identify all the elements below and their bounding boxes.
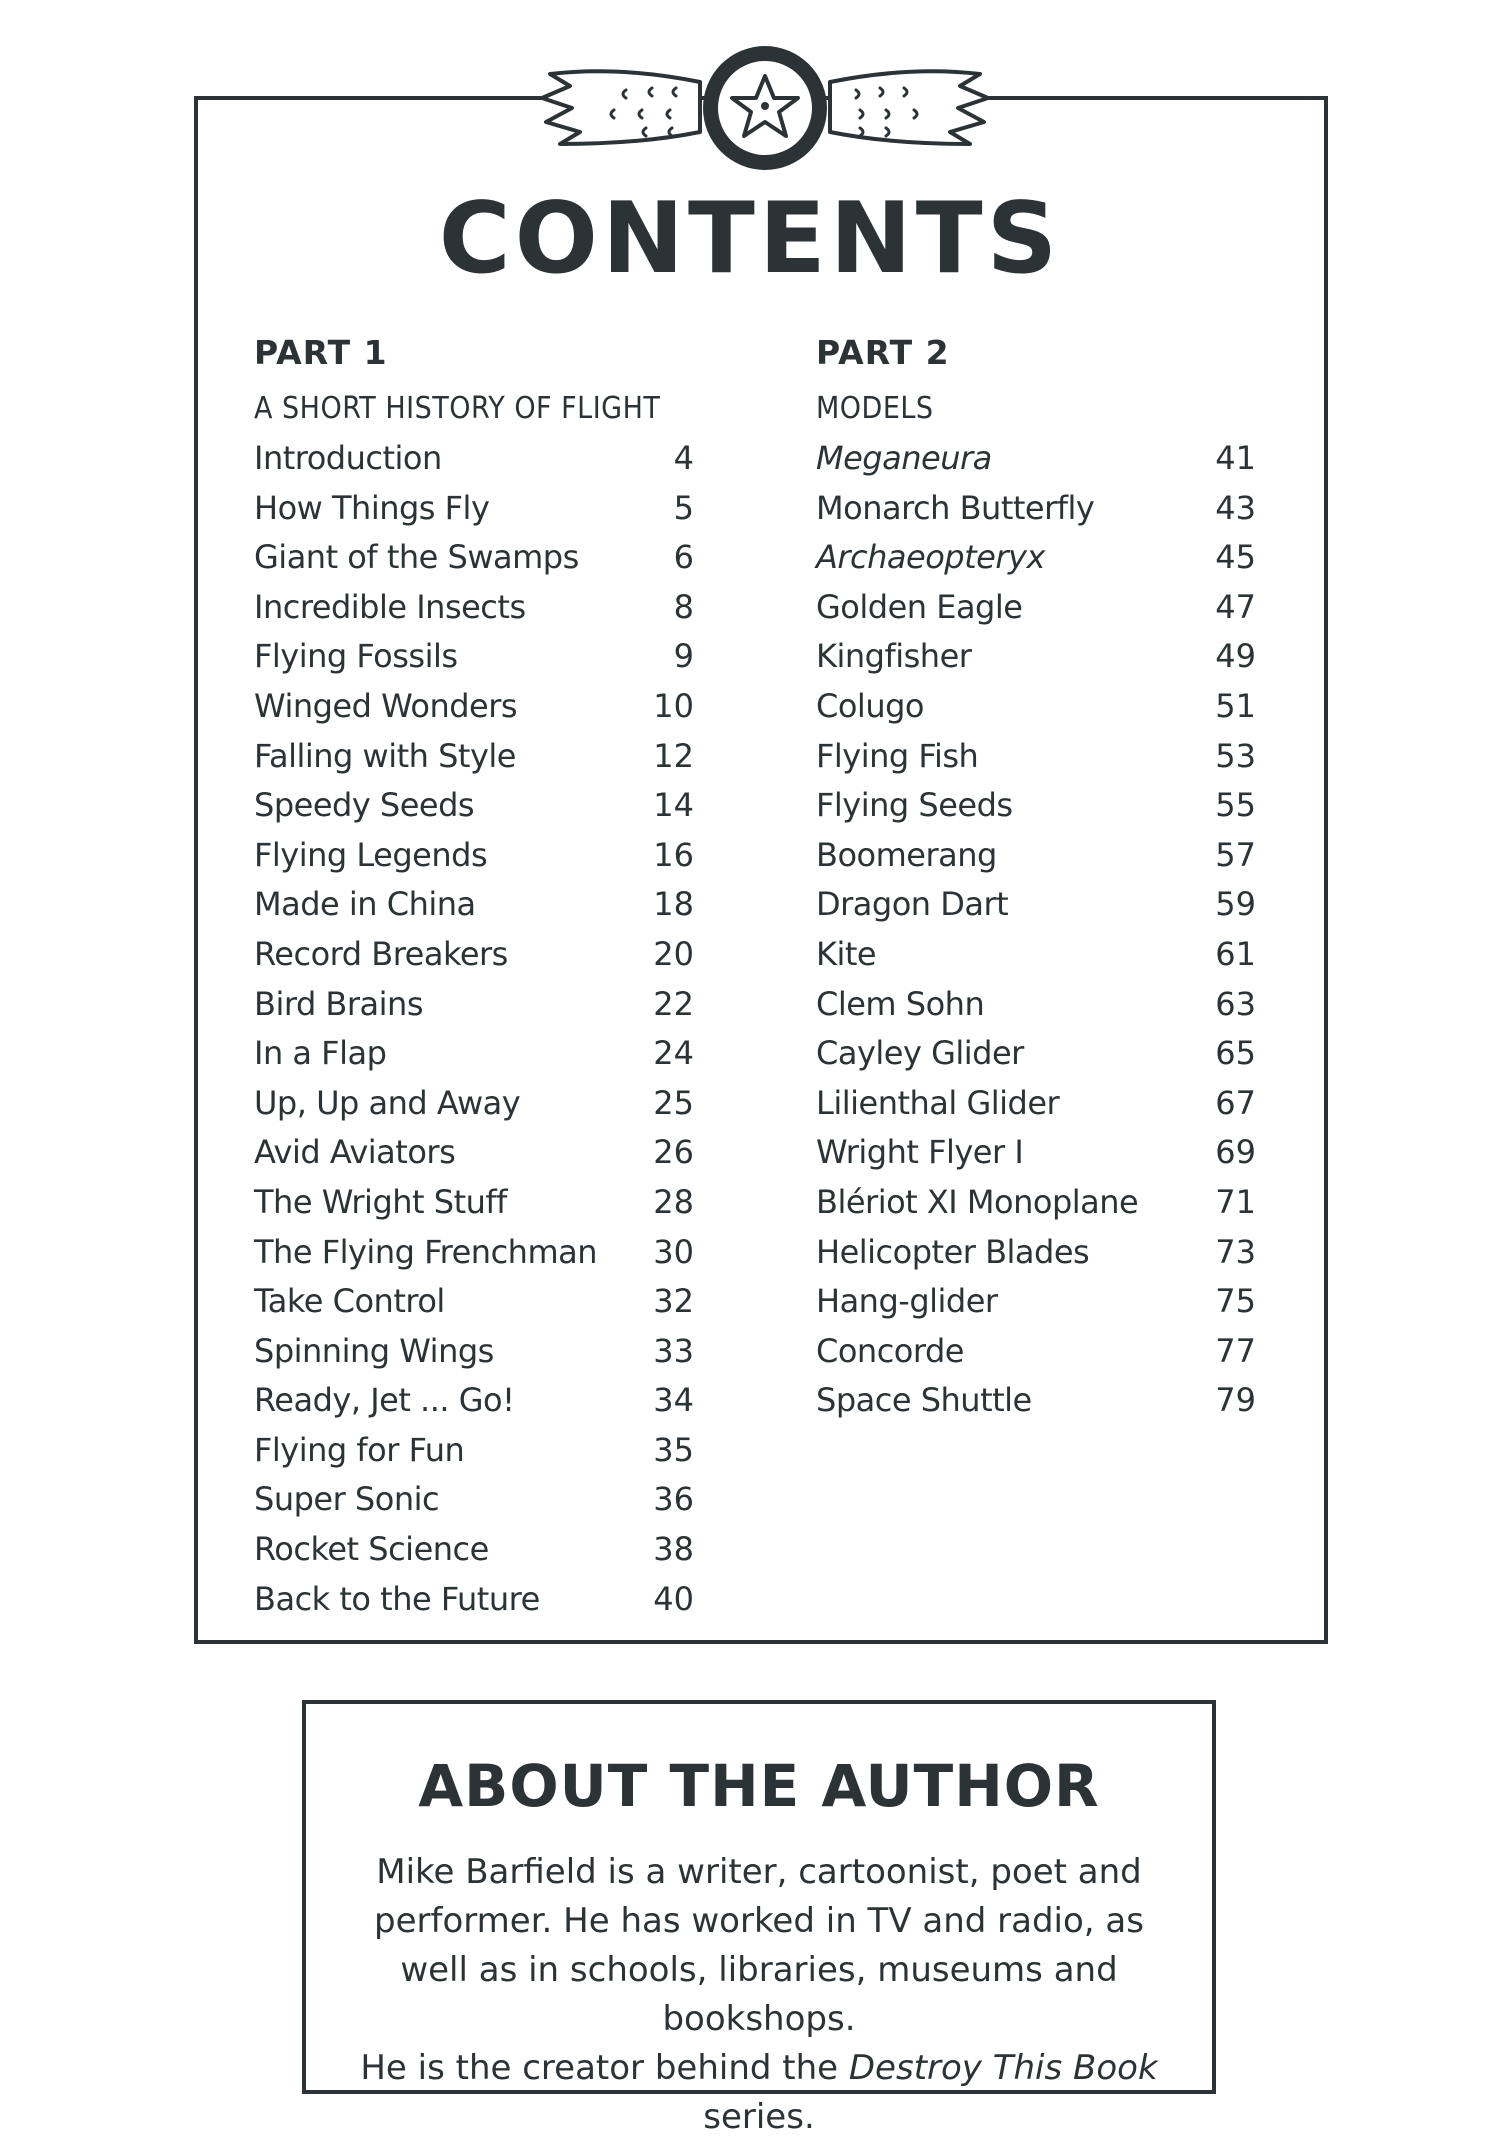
toc-entry-page: 10 <box>653 686 694 725</box>
toc-entry-page: 36 <box>653 1480 694 1519</box>
toc-entry-title: Take Control <box>254 1282 445 1321</box>
toc-entry <box>254 632 694 682</box>
toc-entry-page: 5 <box>673 488 694 527</box>
part-2-heading: PART 2 <box>816 333 950 372</box>
toc-entry <box>816 1128 1256 1178</box>
toc-entry-title: The Flying Frenchman <box>254 1232 598 1271</box>
toc-entry-title: Clem Sohn <box>816 984 985 1023</box>
toc-entry-title: Winged Wonders <box>254 686 518 725</box>
toc-entry-page: 20 <box>653 934 694 973</box>
toc-entry-page: 55 <box>1215 786 1256 825</box>
toc-entry-page: 9 <box>673 637 694 676</box>
toc-entry-page: 8 <box>673 587 694 626</box>
toc-entry-title: Giant of the Swamps <box>254 538 579 577</box>
toc-entry <box>254 1525 694 1575</box>
toc-entry <box>816 1277 1256 1327</box>
toc-entry-title: Kingfisher <box>816 637 972 676</box>
toc-entry-page: 30 <box>653 1232 694 1271</box>
toc-entry-page: 6 <box>673 538 694 577</box>
toc-entry-title: Introduction <box>254 439 442 477</box>
toc-entry <box>816 980 1256 1030</box>
toc-entry-title: Dragon Dart <box>816 885 1009 924</box>
toc-entry-page: 61 <box>1215 934 1256 973</box>
toc-entry-title: Ready, Jet ... Go! <box>254 1381 515 1420</box>
toc-entry-page: 71 <box>1215 1182 1256 1221</box>
toc-entry-page: 57 <box>1215 835 1256 874</box>
part-2-list <box>816 434 1256 1426</box>
toc-entry-title: Blériot XI Monoplane <box>816 1182 1139 1221</box>
toc-entry-page: 49 <box>1215 637 1256 676</box>
book-series-title: Destroy This Book <box>848 2048 1158 2088</box>
about-line <box>302 2044 1216 2142</box>
toc-entry <box>816 1079 1256 1129</box>
toc-entry-page: 65 <box>1215 1034 1256 1073</box>
toc-entry-title: Concorde <box>816 1331 964 1370</box>
toc-entry-title: Golden Eagle <box>816 587 1023 626</box>
toc-entry <box>816 1228 1256 1278</box>
toc-entry-title: Speedy Seeds <box>254 786 475 825</box>
about-line: Mike Barfield is a writer, cartoonist, poet and <box>376 1852 1142 1892</box>
toc-entry-page: 59 <box>1215 885 1256 924</box>
toc-entry-page: 28 <box>653 1182 694 1221</box>
toc-entry-title: Helicopter Blades <box>816 1232 1090 1271</box>
toc-entry <box>254 1178 694 1228</box>
toc-entry <box>254 1376 694 1426</box>
toc-entry-page: 79 <box>1215 1381 1256 1420</box>
toc-entry-page: 69 <box>1215 1133 1256 1172</box>
toc-entry <box>254 831 694 881</box>
toc-entry-title: Archaeopteryx <box>816 538 1045 577</box>
toc-entry <box>254 1575 694 1625</box>
toc-entry <box>254 1029 694 1079</box>
toc-entry-page: 14 <box>653 786 694 825</box>
toc-entry-page: 32 <box>653 1282 694 1321</box>
toc-entry-page: 18 <box>653 885 694 924</box>
toc-entry-page: 67 <box>1215 1083 1256 1122</box>
toc-entry-page: 77 <box>1215 1331 1256 1370</box>
toc-entry-page: 75 <box>1215 1282 1256 1321</box>
toc-entry-page: 33 <box>653 1331 694 1370</box>
toc-entry <box>816 533 1256 583</box>
toc-entry-title: Wright Flyer I <box>816 1133 1024 1172</box>
about-text: series. <box>703 2097 815 2137</box>
toc-entry-title: Bird Brains <box>254 984 423 1023</box>
toc-entry-page: 26 <box>653 1133 694 1172</box>
toc-entry <box>254 1079 694 1129</box>
toc-entry <box>254 1475 694 1525</box>
toc-entry-title: Flying Fish <box>816 736 979 775</box>
toc-entry-page: 73 <box>1215 1232 1256 1271</box>
toc-entry <box>816 1029 1256 1079</box>
toc-entry-title: Incredible Insects <box>254 587 526 626</box>
contents-title: CONTENTS <box>438 182 1062 296</box>
toc-entry-page: 34 <box>653 1381 694 1420</box>
toc-entry-title: Record Breakers <box>254 934 508 973</box>
toc-entry-title: Flying Legends <box>254 835 488 874</box>
toc-entry-title: Boomerang <box>816 835 997 874</box>
toc-entry-page: 35 <box>653 1430 694 1469</box>
toc-entry-title: The Wright Stuff <box>254 1182 507 1221</box>
toc-entry-page: 63 <box>1215 984 1256 1023</box>
toc-entry <box>254 1228 694 1278</box>
toc-entry <box>816 930 1256 980</box>
toc-entry-page: 53 <box>1215 736 1256 775</box>
toc-entry <box>816 1327 1256 1377</box>
toc-entry <box>254 930 694 980</box>
part-1-list <box>254 434 694 1624</box>
toc-entry-title: Falling with Style <box>254 736 516 775</box>
toc-entry-title: Flying for Fun <box>254 1430 465 1469</box>
toc-entry-title: In a Flap <box>254 1034 387 1073</box>
toc-entry-title: Avid Aviators <box>254 1133 456 1172</box>
toc-entry <box>254 781 694 831</box>
toc-entry-title: Flying Fossils <box>254 637 458 676</box>
toc-entry-page: 45 <box>1215 538 1256 577</box>
toc-entry <box>254 1277 694 1327</box>
toc-entry-title: Super Sonic <box>254 1480 440 1519</box>
toc-entry-page: 16 <box>653 835 694 874</box>
toc-entry-title: Made in China <box>254 885 476 924</box>
winged-star-badge-icon <box>530 28 1000 188</box>
part-2-subtitle: MODELS <box>816 391 934 426</box>
toc-entry-title: Spinning Wings <box>254 1331 494 1370</box>
toc-entry-title: Space Shuttle <box>816 1381 1032 1420</box>
toc-entry <box>254 1128 694 1178</box>
toc-entry <box>254 484 694 534</box>
part-1-column <box>254 330 694 1624</box>
toc-entry <box>254 1426 694 1476</box>
toc-entry-page: 43 <box>1215 488 1256 527</box>
toc-entry-title: Lilienthal Glider <box>816 1083 1060 1122</box>
toc-entry <box>254 1327 694 1377</box>
toc-entry-title: Back to the Future <box>254 1579 540 1618</box>
toc-entry-page: 4 <box>673 439 694 477</box>
toc-entry <box>254 880 694 930</box>
toc-entry <box>816 831 1256 881</box>
toc-entry-title: How Things Fly <box>254 488 490 527</box>
about-line: well as in schools, libraries, museums and bookshops. <box>400 1950 1118 2039</box>
part-2-column <box>816 330 1256 1426</box>
toc-entry-page: 40 <box>653 1579 694 1618</box>
toc-entry-title: Kite <box>816 934 877 973</box>
toc-entry <box>254 434 694 484</box>
toc-entry <box>816 583 1256 633</box>
about-title: ABOUT THE AUTHOR <box>418 1752 1100 1820</box>
toc-entry <box>816 484 1256 534</box>
toc-entry-title: Cayley Glider <box>816 1034 1024 1073</box>
toc-entry-title: Rocket Science <box>254 1530 489 1569</box>
toc-entry-title: Up, Up and Away <box>254 1083 521 1122</box>
toc-entry-page: 47 <box>1215 587 1256 626</box>
about-line: performer. He has worked in TV and radio, as <box>374 1901 1144 1941</box>
toc-entry-page: 51 <box>1215 686 1256 725</box>
toc-entry <box>254 732 694 782</box>
toc-entry <box>816 434 1256 484</box>
part-1-subtitle: A SHORT HISTORY OF FLIGHT <box>254 391 661 426</box>
toc-entry-page: 25 <box>653 1083 694 1122</box>
toc-entry-title: Meganeura <box>816 439 992 477</box>
toc-entry <box>816 781 1256 831</box>
toc-entry-page: 12 <box>653 736 694 775</box>
toc-entry-page: 24 <box>653 1034 694 1073</box>
part-1-heading: PART 1 <box>254 333 388 372</box>
toc-entry <box>816 1376 1256 1426</box>
toc-entry <box>254 583 694 633</box>
toc-entry-title: Colugo <box>816 686 924 725</box>
toc-entry <box>254 980 694 1030</box>
toc-entry <box>816 632 1256 682</box>
toc-entry <box>816 682 1256 732</box>
toc-entry-title: Flying Seeds <box>816 786 1013 825</box>
toc-entry-title: Hang-glider <box>816 1282 998 1321</box>
toc-entry <box>254 533 694 583</box>
toc-entry-title: Monarch Butterfly <box>816 488 1095 527</box>
toc-entry-page: 41 <box>1215 439 1256 477</box>
toc-entry-page: 38 <box>653 1530 694 1569</box>
toc-entry <box>254 682 694 732</box>
toc-entry <box>816 732 1256 782</box>
toc-entry <box>816 1178 1256 1228</box>
about-body <box>302 1848 1216 2142</box>
toc-entry-page: 22 <box>653 984 694 1023</box>
about-text: He is the creator behind the <box>360 2048 849 2088</box>
toc-entry <box>816 880 1256 930</box>
